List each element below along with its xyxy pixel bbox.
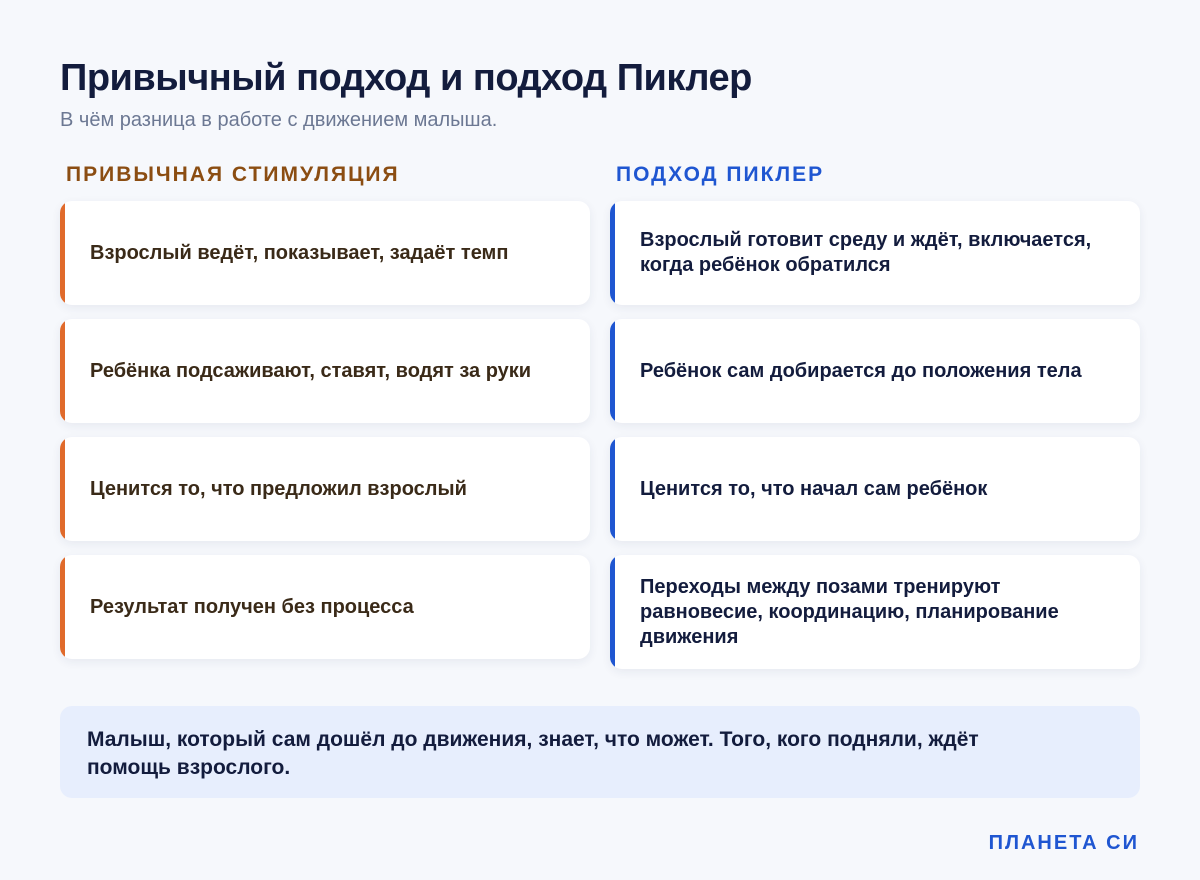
column-heading-conventional: ПРИВЫЧНАЯ СТИМУЛЯЦИЯ — [66, 163, 400, 186]
brand-logo-text: ПЛАНЕТА СИ — [988, 832, 1139, 854]
comparison-card — [60, 201, 590, 305]
summary-callout — [60, 706, 1140, 798]
callout-text: Малыш, который сам дошёл до движения, знает, что может. Того, кого подняли, ждёт помощь взрослого. — [87, 728, 979, 779]
comparison-card — [60, 437, 590, 541]
card-text: Ценится то, что предложил взрослый — [90, 477, 467, 500]
card-text: Переходы между позами тренируют равновесие, координацию, планирование движения — [640, 575, 1059, 648]
comparison-card — [610, 437, 1140, 541]
card-text: Результат получен без процесса — [90, 595, 414, 618]
page-subtitle: В чём разница в работе с движением малыша. — [60, 109, 498, 131]
comparison-card — [610, 201, 1140, 305]
column-heading-pikler: ПОДХОД ПИКЛЕР — [616, 163, 825, 186]
page-title: Привычный подход и подход Пиклер — [60, 57, 752, 99]
comparison-card — [610, 555, 1140, 669]
comparison-card — [610, 319, 1140, 423]
comparison-card — [60, 319, 590, 423]
card-text: Ребёнок сам добирается до положения тела — [640, 359, 1082, 382]
comparison-card — [60, 555, 590, 659]
card-text: Взрослый ведёт, показывает, задаёт темп — [90, 241, 509, 264]
card-text: Ребёнка подсаживают, ставят, водят за руки — [90, 359, 532, 382]
card-text: Взрослый готовит среду и ждёт, включается, когда ребёнок обратился — [640, 229, 1092, 276]
card-text: Ценится то, что начал сам ребёнок — [640, 477, 988, 500]
